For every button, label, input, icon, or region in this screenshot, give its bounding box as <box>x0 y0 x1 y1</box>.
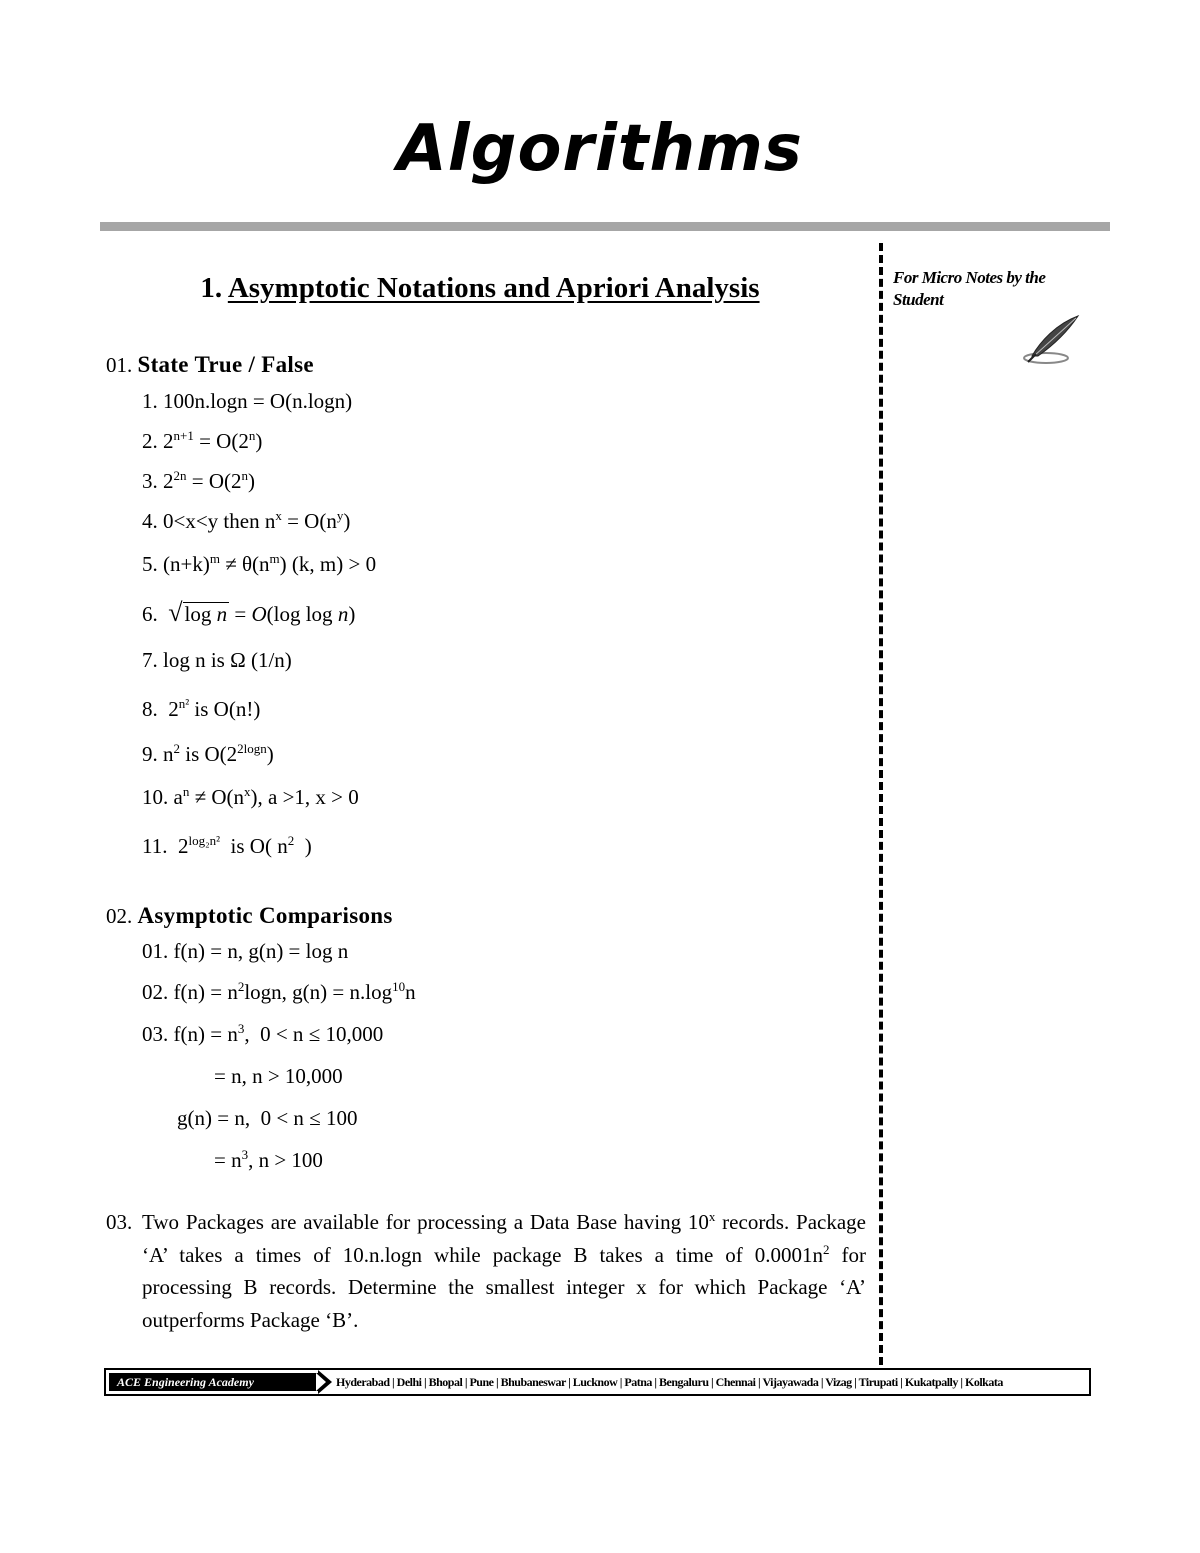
question-number: 02. <box>106 904 133 928</box>
list-item: 01. f(n) = n, g(n) = log n <box>142 939 349 963</box>
question-number: 01. <box>106 353 133 377</box>
list-item: 9. $n^2$ is $O(2^{2logn})$ <box>142 741 274 766</box>
chapter-name: Asymptotic Notations and Apriori Analysis <box>227 272 760 304</box>
list-item: = n, n > 10,000 <box>214 1064 343 1088</box>
footer-arrow-inner <box>316 1373 326 1391</box>
list-item: 5. $(n+k)^m \ne \theta(n^m)$ (k, m) > 0 <box>142 551 377 576</box>
title-rule <box>100 222 1110 231</box>
chapter-number: 1. <box>200 272 223 304</box>
footer-brand: ACE Engineering Academy <box>109 1373 319 1391</box>
notes-divider <box>879 243 883 1365</box>
list-item: 1. 100n.logn = O(n.logn) <box>142 389 353 413</box>
chapter-title <box>100 272 860 305</box>
question-2-heading <box>106 903 393 929</box>
question-3 <box>106 1206 866 1336</box>
quill-pen-icon <box>1020 312 1082 368</box>
question-number: 03. <box>106 1210 133 1234</box>
list-item: 6. √log n = O(log log n) <box>142 598 356 627</box>
list-item: 4. 0<x<y then $n^x = O(n^y)$ <box>142 508 351 533</box>
question-title: Asymptotic Comparisons <box>137 903 393 928</box>
page-title: Algorithms <box>397 112 803 186</box>
question-1-heading <box>106 352 314 378</box>
list-item: 8. $2^{n^2}$ is O(n!) <box>142 696 261 721</box>
list-item: 10. $a^n \ne O(n^x)$, a >1, x > 0 <box>142 784 359 809</box>
list-item: = $n^3$, n > 100 <box>214 1147 323 1172</box>
list-item: 2. $2^{n+1} = O(2^n)$ <box>142 428 263 453</box>
list-item: 3. $2^{2n} = O(2^n)$ <box>142 468 256 493</box>
list-item: 03. $f(n) = n^3$, 0 < n ≤ 10,000 <box>142 1021 384 1046</box>
list-item: 02. $f(n) = n^2\log n$, $g(n) = n.\log^{10}n$ <box>142 979 416 1004</box>
list-item: g(n) = n, 0 < n ≤ 100 <box>177 1106 358 1130</box>
question-title: State True / False <box>137 352 314 377</box>
micro-notes-label: For Micro Notes by the Student <box>893 268 1046 309</box>
list-item: 7. log n is Ω (1/n) <box>142 648 292 672</box>
footer-bar <box>104 1368 1091 1396</box>
footer-cities: Hyderabad | Delhi | Bhopal | Pune | Bhubaneswar | Lucknow | Patna | Bengaluru | Chennai | Vijayawada | Vizag | Tirupati | Kukatpally | Kolkata <box>336 1375 1003 1389</box>
list-item: 11. $2^{log_2n^2}$ is O( $n^2$ ) <box>142 833 312 858</box>
question-text: Two Packages are available for processing a Data Base having 10$^x$ records. Package ‘A’ takes a times of 10.n.logn while package B takes a time of $0.0001n^2$ for processing B records. Determine the smallest integer x for which Package ‘A’ outperforms Package ‘B’. <box>142 1209 866 1332</box>
